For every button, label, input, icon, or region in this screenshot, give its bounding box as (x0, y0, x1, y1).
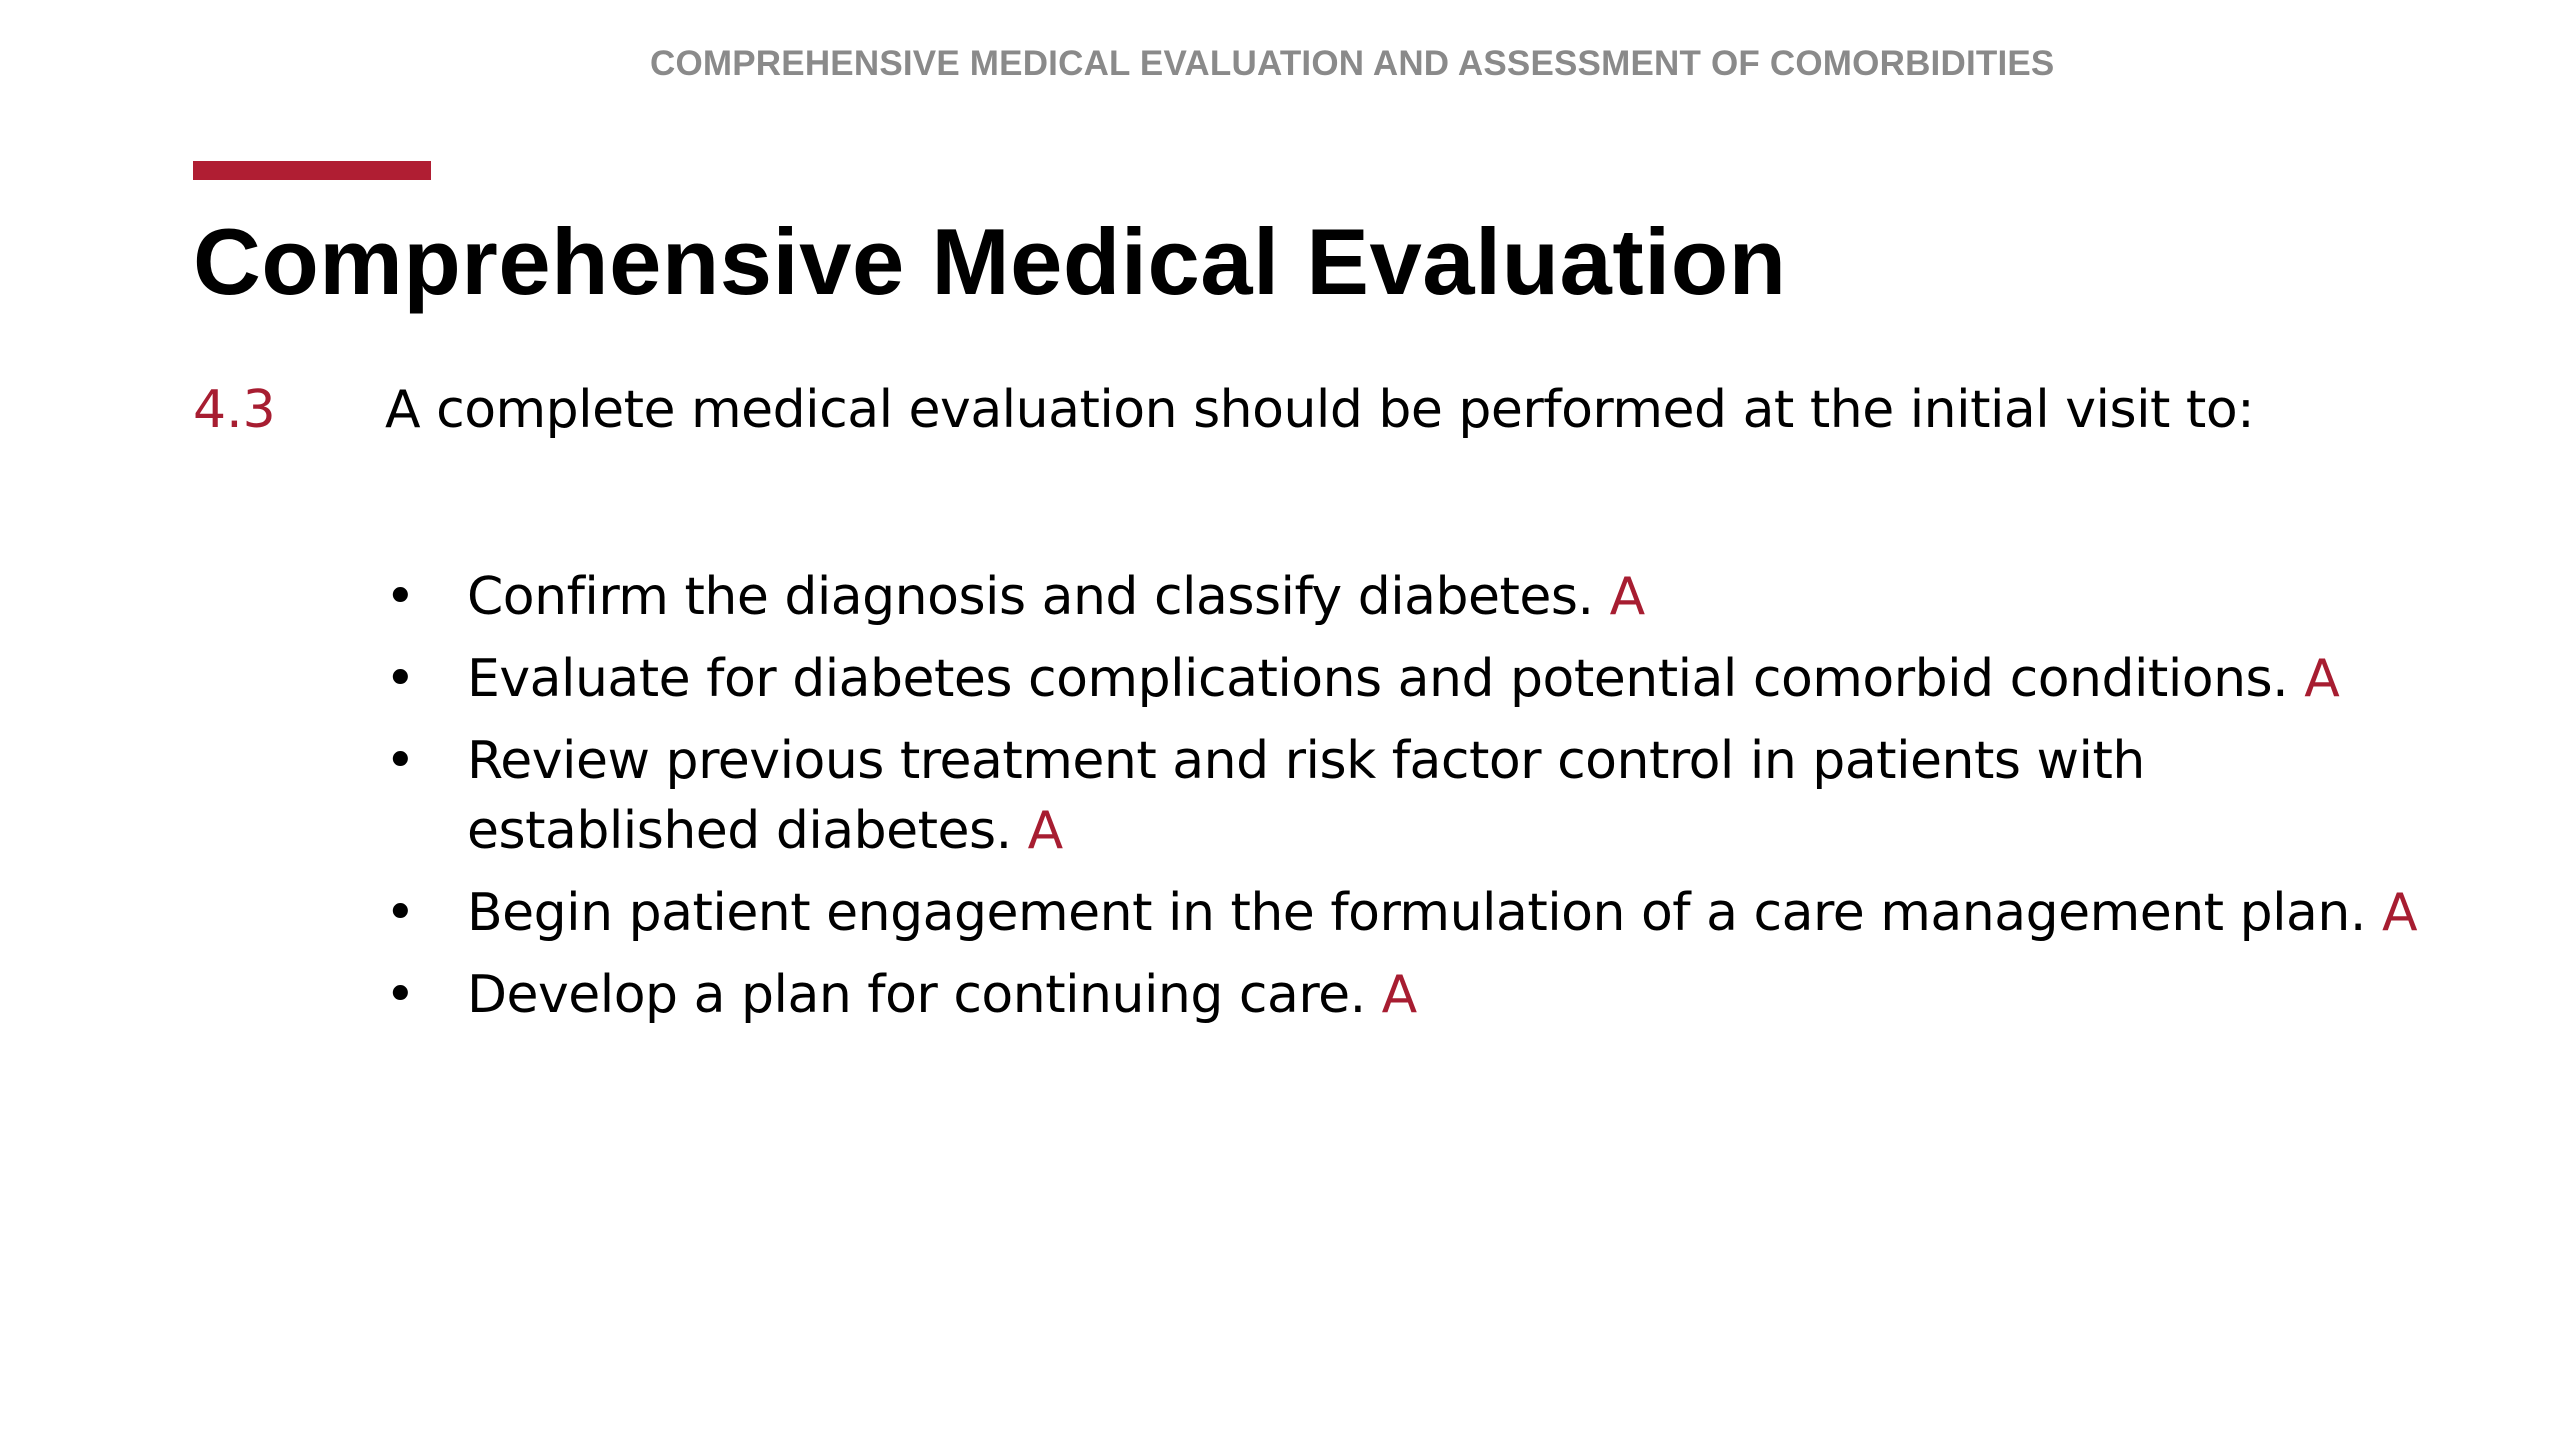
bullet-item-evaluate-complications (385, 644, 2425, 714)
recommendation-statement: A complete medical evaluation should be performed at the initial visit to: (385, 380, 2255, 440)
section-header-label: COMPREHENSIVE MEDICAL EVALUATION AND ASSESSMENT OF COMORBIDITIES (650, 44, 2055, 83)
evidence-grade: A (2381, 883, 2418, 943)
bullet-dot-icon: • (385, 649, 416, 709)
bullet-item-patient-engagement (385, 878, 2425, 948)
bullet-dot-icon: • (385, 965, 416, 1025)
bullet-text: Evaluate for diabetes complications and potential comorbid conditions. (467, 649, 2289, 709)
evidence-grade: A (2304, 649, 2340, 709)
bullet-dot-icon: • (385, 883, 416, 943)
bullet-item-review-treatment (385, 726, 2425, 866)
title-accent-bar (193, 161, 431, 180)
bullet-dot-icon: • (385, 567, 416, 627)
bullet-text: Review previous treatment and risk factor control in patients with established diabetes. (467, 731, 2145, 861)
bullet-text: Confirm the diagnosis and classify diabetes. (467, 567, 1594, 627)
evidence-grade: A (1381, 965, 1417, 1025)
page-title: Comprehensive Medical Evaluation (193, 209, 1787, 314)
recommendation-bullet-list (385, 562, 2425, 1042)
evidence-grade: A (1027, 801, 1063, 861)
bullet-text: Begin patient engagement in the formulation of a care management plan. (467, 883, 2366, 943)
bullet-text: Develop a plan for continuing care. (467, 965, 1366, 1025)
recommendation-number: 4.3 (193, 380, 276, 440)
bullet-dot-icon: • (385, 731, 416, 791)
bullet-item-continuing-care (385, 960, 2425, 1030)
bullet-item-confirm-diagnosis (385, 562, 2425, 632)
evidence-grade: A (1609, 567, 1645, 627)
